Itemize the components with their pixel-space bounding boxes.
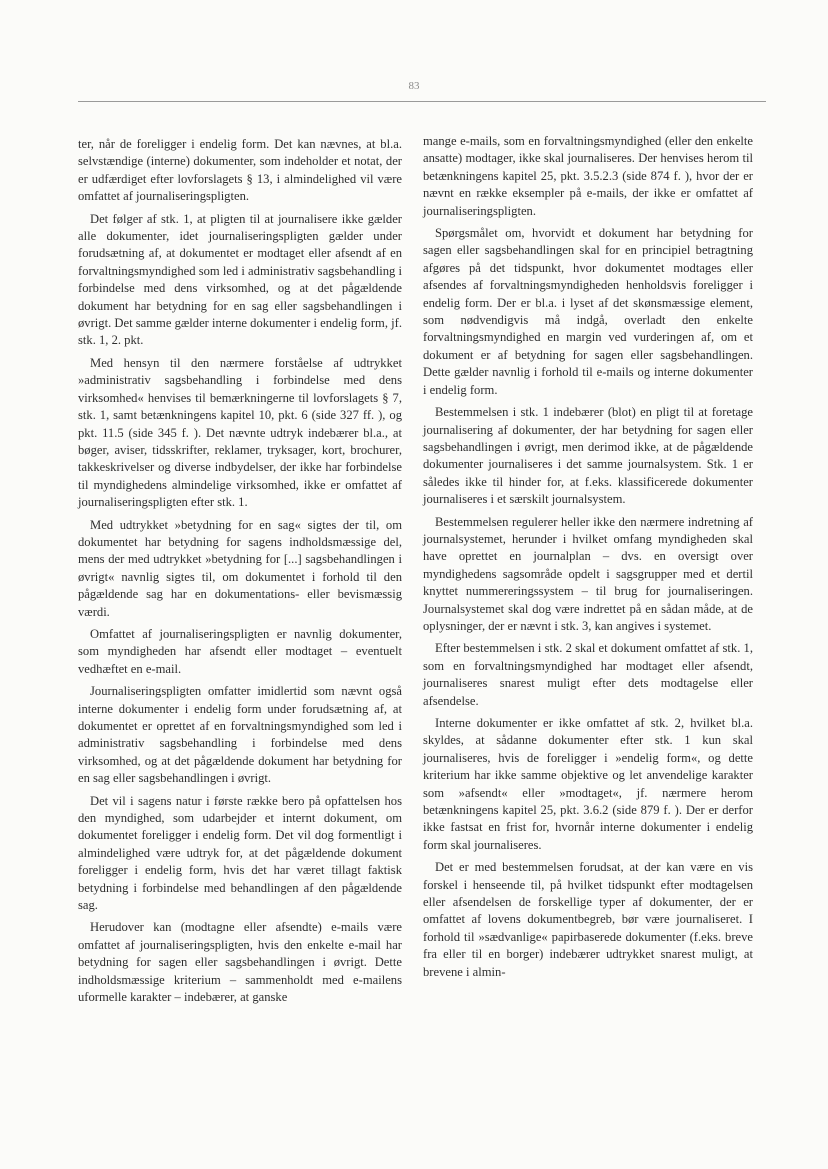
paragraph: Interne dokumenter er ikke omfattet af stk. 2, hvilket bl.a. skyldes, at sådanne dokumenter efter stk. 1 kun skal journaliseres, hvis de foreligger i »endelig form«, og dette kriterium har ikke samme objektive og let anvendelige karakter som »afsendt« eller »modtaget«, jf. nærmere herom betænkningens kapitel 25, pkt. 3.6.2 (side 879 f. ). Der er derfor ikke fastsat en frist for, hvornår interne dokumenter i endelig form skal journaliseres. [423,716,753,852]
left-column [78,136,402,1007]
paragraph: Med udtrykket »betydning for en sag« sigtes der til, om dokumentet har betydning for sagens indholdsmæssige del, mens der med udtrykket »betydning for [...] sagsbehandlingen i øvrigt« navnlig sigtes til, om dokumentet i forhold til den pågældende sag har en dokumentations- eller bevismæssig værdi. [78,517,402,619]
paragraph: Efter bestemmelsen i stk. 2 skal et dokument omfattet af stk. 1, som en forvaltningsmyndighed har modtaget eller afsendt, journaliseres snarest muligt efter dets modtagelse eller afsendelse. [423,641,753,708]
paragraph: Spørgsmålet om, hvorvidt et dokument har betydning for sagen eller sagsbehandlingen skal for en principiel betragtning afgøres på det tidspunkt, hvor dokumentet modtages eller afsendes af forvaltningsmyndigheden henholdsvis foreligger i endelig form. Der er bl.a. i lyset af det skønsmæssige element, som nødvendigvis må indgå, overladt den enkelte forvaltningsmyndighed en margin ved vurderingen af, om et dokument er af betydning for sagen eller sagsbehandlingen. Dette gælder navnlig i forhold til e-mails og interne dokumenter i endelig form. [423,226,753,397]
paragraph: Bestemmelsen regulerer heller ikke den nærmere indretning af journalsystemet, herunder i hvilket omfang myndigheden skal have oprettet en journalplan – dvs. en oversigt over myndighedens sagsområde opdelt i sagsgrupper med et dertil knyttet nummereringssystem – til brug for journaliseringen. Journalsystemet skal dog være indrettet på en sådan måde, at de oplysninger, der er nævnt i stk. 3, kan angives i systemet. [423,514,753,633]
header-rule [78,101,766,102]
paragraph: Med hensyn til den nærmere forståelse af udtrykket »administrativ sagsbehandling i forbindelse med dens virksomhed« henvises til bemærkningerne til lovforslagets § 7, stk. 1, samt betænkningens kapitel 10, pkt. 6 (side 327 ff. ), og pkt. 11.5 (side 345 f. ). Det nævnte udtryk indebærer bl.a., at bøger, aviser, tidsskrifter, reklamer, tryksager, kort, brochurer, takkeskrivelser og diverse indbydelser, der ikke har forbindelse til myndighedens almindelige virksomhed, ikke er omfattet af journaliseringspligten efter stk. 1. [78,355,402,510]
paragraph: Herudover kan (modtagne eller afsendte) e-mails være omfattet af journaliseringspligten, hvis den enkelte e-mail har betydning for sagen eller sagsbehandlingen i øvrigt. Dette indholdsmæssige kriterium – sammenholdt med e-mailens uformelle karakter – indebærer, at ganske [78,920,402,1005]
right-column [423,133,753,981]
paragraph: Bestemmelsen i stk. 1 indebærer (blot) en pligt til at foretage journalisering af dokumenter, der har betydning for sagen eller sagsbehandlingen i øvrigt, men derimod ikke, at de pågældende dokumenter journaliseres i det samme journalsystem. Stk. 1 er således ikke til hinder for, at f.eks. klassificerede dokumenter journaliseres i et særskilt journalsystem. [423,405,753,507]
paragraph: mange e-mails, som en forvaltningsmyndighed (eller den enkelte ansatte) modtager, ikke skal journaliseres. Der henvises herom til betænkningens kapitel 25, pkt. 3.5.2.3 (side 874 f. ), hvor der er nævnt en række eksempler på e-mails, der ikke er omfattet af journaliseringspligten. [423,134,753,218]
paragraph: Det er med bestemmelsen forudsat, at der kan være en vis forskel i henseende til, på hvilket tidspunkt efter modtagelsen eller afsendelsen de forskellige typer af dokumenter, der er omfattet af lovens dokumentbegreb, bør være journaliseret. I forhold til »sædvanlige« papirbaserede dokumenter (f.eks. breve fra eller til en borger) indebærer udtrykket snarest muligt, at brevene i almin- [423,860,753,979]
paragraph: ter, når de foreligger i endelig form. Det kan nævnes, at bl.a. selvstændige (interne) dokumenter, som indeholder et notat, der er udfærdiget efter lovforslagets § 13, i almindelighed vil være omfattet af journaliseringspligten. [78,137,402,204]
paragraph: Det følger af stk. 1, at pligten til at journalisere ikke gælder alle dokumenter, idet journaliseringspligten gælder under forudsætning af, at dokumentet er modtaget eller afsendt af en forvaltningsmyndighed som led i administrativ sagsbehandling i forbindelse med dens virksomhed, og at det pågældende dokument har betydning for en sag eller sagsbehandlingen i øvrigt. Det samme gælder interne dokumenter i endelig form, jf. stk. 1, 2. pkt. [78,211,402,348]
page-number: 83 [408,80,420,92]
paragraph: Omfattet af journaliseringspligten er navnlig dokumenter, som myndigheden har afsendt eller modtaget – eventuelt vedhæftet en e-mail. [78,626,402,676]
paragraph: Det vil i sagens natur i første række bero på opfattelsen hos den myndighed, som udarbejder et internt dokument, om dokumentet foreligger i endelig form. Det vil dog formentligt i almindelighed være udtryk for, at det pågældende dokument foreligger i endelig form, hvis det har været tillagt faktisk betydning i forbindelse med behandlingen af den pågældende sag. [78,793,402,913]
paragraph: Journaliseringspligten omfatter imidlertid som nævnt også interne dokumenter i endelig form under forudsætning af, at dokumentet er oprettet af en forvaltningsmyndighed som led i administrativ sagsbehandling i forbindelse med dens virksomhed, og at det pågældende dokument har betydning for en sag eller sagsbehandlingen i øvrigt. [78,684,402,786]
